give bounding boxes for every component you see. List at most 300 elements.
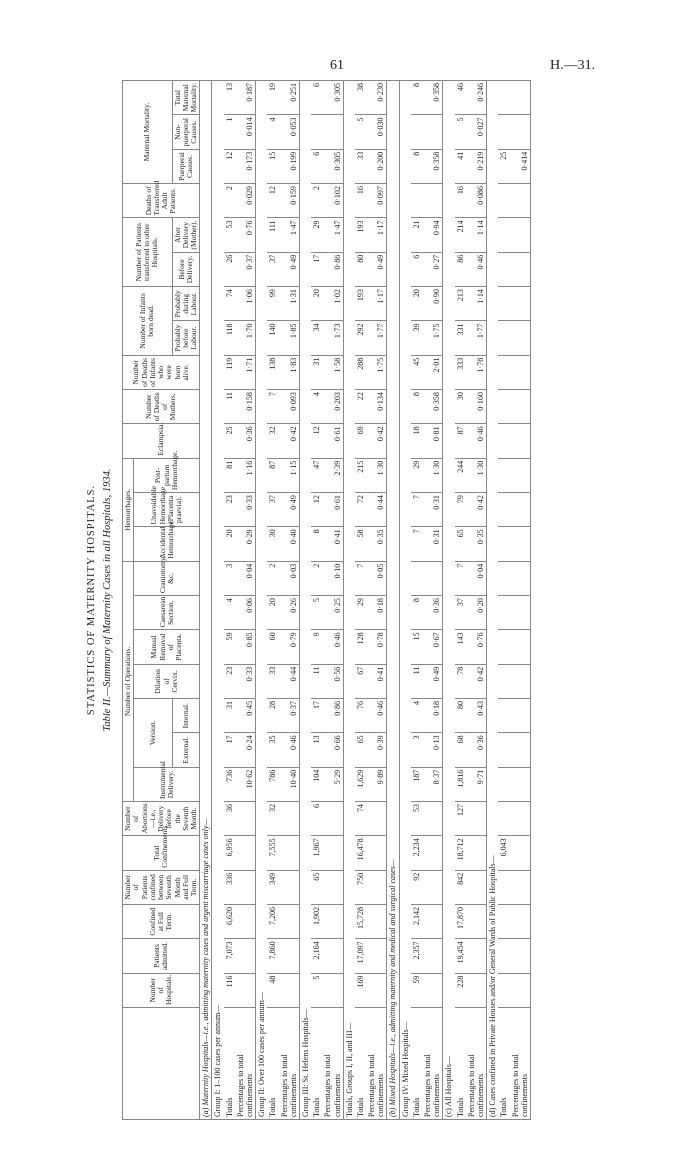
header-c17: Eclampsia.: [123, 424, 200, 458]
totals-cell: 58: [355, 527, 366, 561]
percentage-cell: [510, 733, 531, 767]
percentage-cell: [422, 973, 443, 1007]
totals-cell: 25: [224, 424, 235, 458]
totals-cell: 65: [311, 870, 322, 904]
percentage-cell: [466, 836, 487, 870]
percentage-label: Percentages to total confinements: [466, 1008, 487, 1120]
percentage-cell: 0·36: [235, 424, 256, 458]
totals-cell: 87: [267, 458, 278, 492]
totals-cell: [498, 596, 509, 630]
totals-label: Totals: [411, 1008, 422, 1120]
totals-cell: 17: [311, 252, 322, 286]
percentage-cell: 1·73: [322, 321, 343, 355]
percentage-cell: 8·37: [422, 767, 443, 801]
percentage-cell: 1·75: [422, 321, 443, 355]
totals-cell: 76: [355, 699, 366, 733]
totals-cell: 6,620: [224, 905, 235, 939]
percentage-cell: [510, 973, 531, 1007]
percentage-cell: 0·44: [279, 664, 300, 698]
totals-cell: 288: [355, 355, 366, 389]
totals-cell: [498, 939, 509, 973]
percentage-cell: [235, 905, 256, 939]
totals-cell: 6: [311, 149, 322, 183]
totals-cell: 37: [267, 493, 278, 527]
header-c11: Manual Removal of Placenta.: [134, 630, 200, 664]
totals-cell: 80: [355, 252, 366, 286]
totals-cell: 119: [224, 355, 235, 389]
totals-cell: [498, 458, 509, 492]
percentage-cell: 0·158: [235, 390, 256, 424]
percentage-cell: 2·39: [322, 458, 343, 492]
totals-cell: 68: [455, 733, 466, 767]
totals-cell: 4: [224, 596, 235, 630]
totals-label: Totals: [224, 1008, 235, 1120]
maternity-summary-table: [122, 80, 531, 1120]
percentage-cell: 0·66: [322, 733, 343, 767]
percentage-cell: 0·42: [466, 664, 487, 698]
totals-cell: 5: [455, 115, 466, 149]
percentage-cell: [366, 836, 387, 870]
totals-cell: 65: [455, 527, 466, 561]
totals-cell: [498, 802, 509, 836]
percentage-row: [235, 81, 256, 1120]
totals-cell: 12: [267, 184, 278, 218]
percentage-cell: [322, 973, 343, 1007]
totals-cell: 86: [455, 252, 466, 286]
totals-cell: 111: [267, 218, 278, 252]
totals-label: Totals: [311, 1008, 322, 1120]
totals-cell: 13: [224, 81, 235, 115]
table-subtitle: Table II.—Summary of Maternity Cases in all Hospitals, 1934.: [102, 468, 113, 732]
percentage-cell: [510, 939, 531, 973]
section-heading: (a) Maternity Hospitals—i.e., admitting maternity cases and urgent miscarriage cases only—: [200, 81, 212, 1120]
percentage-cell: [510, 630, 531, 664]
totals-cell: 7: [455, 561, 466, 595]
totals-cell: 78: [455, 664, 466, 698]
percentage-cell: 0·199: [279, 149, 300, 183]
percentage-cell: 0·39: [366, 733, 387, 767]
percentage-cell: 0·305: [322, 149, 343, 183]
percentage-cell: 0·24: [235, 733, 256, 767]
group-label: (d) Cases confined in Private Houses and/or General Wards of Public Hospitals—: [487, 81, 499, 1120]
percentage-cell: 1·02: [322, 287, 343, 321]
totals-cell: 18: [411, 424, 422, 458]
totals-cell: 2: [224, 184, 235, 218]
group-label-row: [343, 81, 355, 1120]
totals-cell: 11: [311, 664, 322, 698]
totals-cell: 22: [355, 390, 366, 424]
totals-cell: 37: [455, 596, 466, 630]
totals-cell: 53: [224, 218, 235, 252]
totals-cell: 69: [355, 424, 366, 458]
percentage-cell: [510, 493, 531, 527]
percentage-cell: [510, 561, 531, 595]
percentage-cell: 0·06: [235, 596, 256, 630]
totals-cell: 7,073: [224, 939, 235, 973]
group-label-row: [256, 81, 268, 1120]
percentage-cell: 1·85: [279, 321, 300, 355]
totals-cell: 37: [267, 252, 278, 286]
percentage-cell: 0·31: [422, 527, 443, 561]
percentage-cell: 1·30: [466, 458, 487, 492]
percentage-cell: [510, 287, 531, 321]
percentage-cell: 0·46: [322, 630, 343, 664]
percentage-cell: [322, 802, 343, 836]
totals-row: [498, 81, 509, 1120]
totals-cell: 8: [411, 390, 422, 424]
percentage-cell: 0·94: [422, 218, 443, 252]
percentage-cell: 0·79: [279, 630, 300, 664]
totals-cell: 6: [311, 81, 322, 115]
totals-cell: 29: [411, 458, 422, 492]
percentage-cell: 0·45: [235, 699, 256, 733]
totals-cell: 16: [455, 184, 466, 218]
percentage-cell: [466, 973, 487, 1007]
percentage-cell: 0·358: [422, 149, 443, 183]
totals-cell: 187: [411, 767, 422, 801]
percentage-cell: 1·70: [235, 321, 256, 355]
percentage-cell: [510, 321, 531, 355]
group-label-row: [487, 81, 499, 1120]
totals-cell: [311, 115, 322, 149]
percentage-cell: 1·30: [422, 458, 443, 492]
percentage-cell: [279, 870, 300, 904]
percentage-label: Percentages to total confinements: [422, 1008, 443, 1120]
header-c16: Post-partum Hemorrhage.: [134, 458, 200, 492]
group-label-row: [443, 81, 455, 1120]
percentage-cell: 0·29: [235, 527, 256, 561]
percentage-cell: 1·58: [322, 355, 343, 389]
totals-cell: 31: [311, 355, 322, 389]
percentage-cell: 0·35: [466, 527, 487, 561]
percentage-cell: 0·200: [366, 149, 387, 183]
percentage-cell: 1·83: [279, 355, 300, 389]
totals-cell: 28: [267, 699, 278, 733]
percentage-cell: 0·04: [235, 561, 256, 595]
percentage-cell: [510, 458, 531, 492]
table-title: STATISTICS OF MATERNITY HOSPITALS.: [86, 484, 97, 716]
totals-cell: 17,870: [455, 905, 466, 939]
totals-cell: 116: [224, 973, 235, 1007]
totals-cell: 4: [311, 390, 322, 424]
percentage-cell: [510, 390, 531, 424]
percentage-cell: [422, 939, 443, 973]
percentage-label: Percentages to total confinements: [235, 1008, 256, 1120]
totals-cell: [498, 699, 509, 733]
percentage-cell: 0·37: [279, 699, 300, 733]
percentage-cell: 0·76: [466, 630, 487, 664]
totals-cell: 5: [311, 973, 322, 1007]
totals-cell: [498, 218, 509, 252]
percentage-cell: 0·61: [322, 424, 343, 458]
totals-cell: 31: [224, 699, 235, 733]
totals-cell: 1,902: [311, 905, 322, 939]
percentage-cell: [510, 355, 531, 389]
percentage-cell: [510, 699, 531, 733]
percentage-cell: 0·014: [235, 115, 256, 149]
totals-cell: [411, 184, 422, 218]
totals-row: [224, 81, 235, 1120]
totals-row: [267, 81, 278, 1120]
totals-cell: 213: [455, 287, 466, 321]
totals-cell: [498, 424, 509, 458]
totals-cell: 169: [355, 973, 366, 1007]
header-c8: External.: [172, 733, 200, 767]
header-c26: Non-puerperal Causes.: [172, 115, 200, 149]
section-heading-row: [387, 81, 399, 1120]
header-c10: Dilation of Cervix.: [134, 664, 200, 698]
percentage-cell: 0·49: [279, 493, 300, 527]
percentage-cell: [422, 836, 443, 870]
percentage-cell: [366, 802, 387, 836]
totals-cell: 4: [267, 115, 278, 149]
group-label-row: [299, 81, 311, 1120]
totals-cell: 18,712: [455, 836, 466, 870]
totals-cell: 53: [411, 802, 422, 836]
totals-cell: 32: [267, 802, 278, 836]
percentage-cell: [510, 527, 531, 561]
totals-cell: 292: [355, 321, 366, 355]
totals-cell: 59: [411, 973, 422, 1007]
percentage-cell: 0·41: [322, 527, 343, 561]
percentage-cell: 0·33: [235, 664, 256, 698]
totals-label: Totals: [355, 1008, 366, 1120]
percentage-cell: 0·25: [322, 596, 343, 630]
percentage-cell: [322, 905, 343, 939]
percentage-cell: 0·305: [322, 81, 343, 115]
totals-cell: 228: [455, 973, 466, 1007]
header-c4: Number of Patients confined between Seventh Month and Full Term.: [123, 870, 200, 904]
totals-cell: 20: [311, 287, 322, 321]
totals-cell: 45: [411, 355, 422, 389]
percentage-cell: [510, 664, 531, 698]
totals-cell: 7,206: [267, 905, 278, 939]
page-number: 61: [330, 58, 344, 73]
header-transferred: Number of Patients transferred to other Hospitals.: [123, 218, 173, 287]
totals-cell: 138: [267, 355, 278, 389]
group-label: Group I: 1–100 cases per annum—: [212, 81, 224, 1120]
totals-cell: 2: [267, 561, 278, 595]
percentage-cell: 0·093: [279, 390, 300, 424]
percentage-cell: 0·04: [466, 561, 487, 595]
totals-cell: 104: [311, 767, 322, 801]
percentage-cell: [510, 836, 531, 870]
header-c1: Number of Hospitals.: [123, 973, 200, 1007]
header-hemorrhages: Hemorrhages.: [123, 458, 134, 561]
totals-cell: 11: [411, 664, 422, 698]
totals-cell: 9: [311, 630, 322, 664]
totals-cell: 46: [455, 81, 466, 115]
totals-cell: 7: [411, 527, 422, 561]
percentage-cell: [510, 870, 531, 904]
totals-cell: [498, 527, 509, 561]
totals-cell: [498, 390, 509, 424]
totals-cell: 26: [224, 252, 235, 286]
percentage-cell: 0·35: [366, 527, 387, 561]
percentage-cell: 0·76: [235, 218, 256, 252]
totals-cell: 1,629: [355, 767, 366, 801]
percentage-cell: 0·053: [279, 115, 300, 149]
totals-cell: 41: [455, 149, 466, 183]
percentage-cell: 1·47: [279, 218, 300, 252]
header-c18: Number of Deaths of Mothers.: [123, 390, 200, 424]
percentage-cell: 0·42: [366, 424, 387, 458]
totals-cell: 2,357: [411, 939, 422, 973]
percentage-cell: 0·46: [366, 699, 387, 733]
totals-cell: 736: [224, 767, 235, 801]
percentage-cell: 0·159: [279, 184, 300, 218]
totals-cell: 17: [311, 699, 322, 733]
totals-cell: 13: [311, 733, 322, 767]
group-label: Group III: St. Helens Hospitals—: [299, 81, 311, 1120]
percentage-cell: 1·06: [235, 287, 256, 321]
percentage-cell: 1·14: [466, 287, 487, 321]
totals-cell: 23: [224, 493, 235, 527]
percentage-cell: 0·030: [366, 115, 387, 149]
percentage-cell: 0·36: [422, 596, 443, 630]
totals-row: [411, 81, 422, 1120]
percentage-cell: 0·097: [366, 184, 387, 218]
percentage-cell: 0·46: [279, 733, 300, 767]
percentage-cell: 0·67: [422, 630, 443, 664]
group-label: Group II: Over 100 cases per annum—: [256, 81, 268, 1120]
totals-cell: 3: [411, 733, 422, 767]
totals-cell: 15: [267, 149, 278, 183]
percentage-cell: 0·44: [366, 493, 387, 527]
totals-cell: 214: [455, 218, 466, 252]
totals-cell: 21: [411, 218, 422, 252]
totals-cell: 2: [311, 561, 322, 595]
percentage-cell: [422, 802, 443, 836]
totals-cell: 36: [224, 802, 235, 836]
percentage-cell: [235, 836, 256, 870]
totals-cell: 7: [267, 390, 278, 424]
group-label: Totals, Groups I, II, and III—: [343, 81, 355, 1120]
totals-cell: 65: [355, 733, 366, 767]
percentage-cell: [510, 596, 531, 630]
percentage-cell: 0·46: [466, 424, 487, 458]
header-stillborn: Number of Infants born dead.: [123, 287, 173, 356]
totals-cell: 1: [224, 115, 235, 149]
header-c13: Craniotomy, &c.: [134, 561, 200, 595]
header-c21: Probably during Labour.: [172, 287, 200, 321]
totals-cell: 16: [355, 184, 366, 218]
header-c20: Probably before Labour.: [172, 321, 200, 355]
percentage-label: Percentages to total confinements: [322, 1008, 343, 1120]
percentage-cell: 0·029: [235, 184, 256, 218]
percentage-cell: [510, 218, 531, 252]
totals-label: Totals: [267, 1008, 278, 1120]
percentage-cell: 9·89: [366, 767, 387, 801]
percentage-row: [422, 81, 443, 1120]
totals-cell: 81: [224, 458, 235, 492]
totals-cell: [498, 630, 509, 664]
totals-cell: 20: [411, 287, 422, 321]
totals-cell: 8: [311, 527, 322, 561]
percentage-cell: 0·40: [279, 527, 300, 561]
totals-cell: [498, 733, 509, 767]
totals-cell: 59: [224, 630, 235, 664]
totals-row: [355, 81, 366, 1120]
percentage-cell: [466, 870, 487, 904]
percentage-cell: 1·77: [466, 321, 487, 355]
percentage-cell: 0·246: [466, 81, 487, 115]
percentage-cell: 1·71: [235, 355, 256, 389]
totals-cell: 6,956: [224, 836, 235, 870]
percentage-cell: 0·27: [422, 252, 443, 286]
totals-cell: [498, 767, 509, 801]
percentage-cell: 0·03: [279, 561, 300, 595]
totals-cell: [498, 973, 509, 1007]
header-c9: Internal.: [172, 699, 200, 733]
percentage-cell: [322, 870, 343, 904]
totals-cell: 127: [455, 802, 466, 836]
totals-cell: 1,816: [455, 767, 466, 801]
percentage-cell: [279, 905, 300, 939]
header-c27: Total Maternal Mortality.: [172, 81, 200, 115]
totals-cell: 19: [267, 81, 278, 115]
totals-cell: [498, 355, 509, 389]
totals-cell: 333: [455, 355, 466, 389]
header-version: Version.: [134, 699, 172, 768]
totals-cell: 7,860: [267, 939, 278, 973]
percentage-cell: 10·40: [279, 767, 300, 801]
percentage-cell: [422, 870, 443, 904]
header-c6: Number of Abortions—i.e., Delivery before the Seventh Month.: [123, 802, 200, 836]
totals-cell: 23: [224, 664, 235, 698]
percentage-cell: 0·251: [279, 81, 300, 115]
percentage-cell: 1·16: [235, 458, 256, 492]
totals-cell: 74: [355, 802, 366, 836]
totals-cell: 2,142: [411, 905, 422, 939]
percentage-cell: 0·230: [366, 81, 387, 115]
percentage-cell: 0·203: [322, 390, 343, 424]
percentage-label: Percentages to total confinements: [279, 1008, 300, 1120]
percentage-cell: 1·17: [366, 287, 387, 321]
percentage-cell: [366, 973, 387, 1007]
totals-cell: 842: [455, 870, 466, 904]
totals-cell: 48: [267, 973, 278, 1007]
percentage-cell: 0·81: [422, 424, 443, 458]
percentage-cell: 0·46: [466, 252, 487, 286]
totals-cell: 6,043: [498, 836, 509, 870]
percentage-cell: [466, 939, 487, 973]
totals-cell: 8: [411, 81, 422, 115]
percentage-cell: 0·56: [322, 664, 343, 698]
percentage-row: [366, 81, 387, 1120]
percentage-cell: 1·77: [366, 321, 387, 355]
totals-cell: 39: [411, 321, 422, 355]
percentage-cell: [510, 767, 531, 801]
totals-cell: 331: [455, 321, 466, 355]
percentage-cell: 1·17: [366, 218, 387, 252]
percentage-cell: 0·18: [422, 699, 443, 733]
totals-cell: 7,555: [267, 836, 278, 870]
header-c12: Caesarean Section.: [134, 596, 200, 630]
totals-cell: 336: [224, 870, 235, 904]
header-c24: Deaths of Transferred Adult Patients.: [123, 184, 200, 218]
group-label: (c) All Hospitals—: [443, 81, 455, 1120]
percentage-cell: 0·86: [322, 252, 343, 286]
percentage-cell: [279, 802, 300, 836]
totals-cell: [498, 321, 509, 355]
percentage-cell: [366, 870, 387, 904]
percentage-cell: 0·86: [322, 699, 343, 733]
percentage-cell: [235, 802, 256, 836]
percentage-cell: 0·49: [279, 252, 300, 286]
totals-cell: [411, 561, 422, 595]
percentage-cell: [279, 836, 300, 870]
